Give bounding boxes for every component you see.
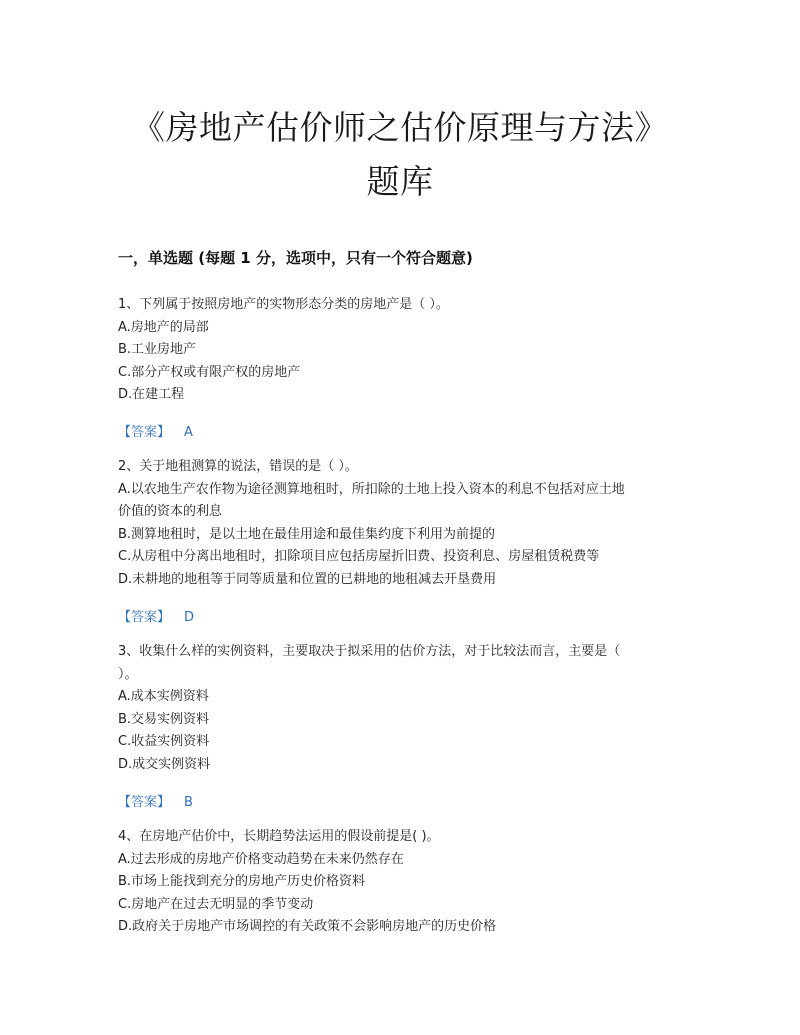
option-c: C.收益实例资料 — [118, 734, 210, 750]
option-d: D.未耕地的地租等于同等质量和位置的已耕地的地租减去开垦费用 — [118, 571, 497, 587]
question-4 — [118, 826, 688, 939]
answer-value: A — [184, 425, 193, 440]
option-c: C.从房租中分离出地租时，扣除项目应包括房屋折旧费、投资利息、房屋租赁税费等 — [118, 549, 600, 565]
question-3 — [118, 641, 688, 777]
question-stem: 4、在房地产估价中，长期趋势法运用的假设前提是( )。 — [118, 829, 440, 844]
question-stem: 2、关于地租测算的说法，错误的是（ ）。 — [118, 459, 358, 474]
document-title: 《房地产估价师之估价原理与方法》 — [132, 108, 668, 147]
option-b: B.市场上能找到充分的房地产历史价格资料 — [118, 874, 366, 890]
option-c: C.房地产在过去无明显的季节变动 — [118, 896, 314, 912]
question-1 — [118, 294, 688, 407]
answer-label: 【答案】 — [118, 610, 171, 625]
answer-3 — [118, 791, 193, 810]
answer-label: 【答案】 — [118, 795, 171, 810]
option-b: B.测算地租时，是以土地在最佳用途和最佳集约度下利用为前提的 — [118, 526, 496, 542]
option-a: A.成本实例资料 — [118, 689, 209, 705]
option-b: B.交易实例资料 — [118, 711, 210, 727]
option-a: A.以农地生产农作物为途径测算地租时，所扣除的土地上投入资本的利息不包括对应土地 — [118, 481, 625, 497]
option-c: C.部分产权或有限产权的房地产 — [118, 364, 301, 380]
answer-2 — [118, 606, 194, 625]
question-stem: 1、下列属于按照房地产的实物形态分类的房地产是（ ）。 — [118, 297, 449, 312]
question-stem-continued: ）。 — [118, 666, 138, 682]
answer-1 — [118, 421, 193, 440]
document-subtitle: 题库 — [366, 162, 434, 201]
answer-value: D — [184, 610, 195, 625]
option-a: A.房地产的局部 — [118, 319, 209, 335]
option-b: B.工业房地产 — [118, 342, 197, 358]
option-a: A.过去形成的房地产价格变动趋势在未来仍然存在 — [118, 851, 404, 867]
option-d: D.政府关于房地产市场调控的有关政策不会影响房地产的历史价格 — [118, 919, 497, 935]
answer-value: B — [184, 795, 193, 810]
option-d: D.成交实例资料 — [118, 756, 211, 772]
option-d: D.在建工程 — [118, 387, 185, 403]
question-stem: 3、收集什么样的实例资料，主要取决于拟采用的估价方法，对于比较法而言，主要是（ — [118, 644, 621, 659]
question-2 — [118, 456, 688, 592]
section-heading: 一，单选题 (每题 1 分，选项中，只有一个符合题意) — [118, 249, 473, 267]
answer-label: 【答案】 — [118, 425, 171, 440]
option-a-continued: 价值的资本的利息 — [118, 504, 223, 520]
